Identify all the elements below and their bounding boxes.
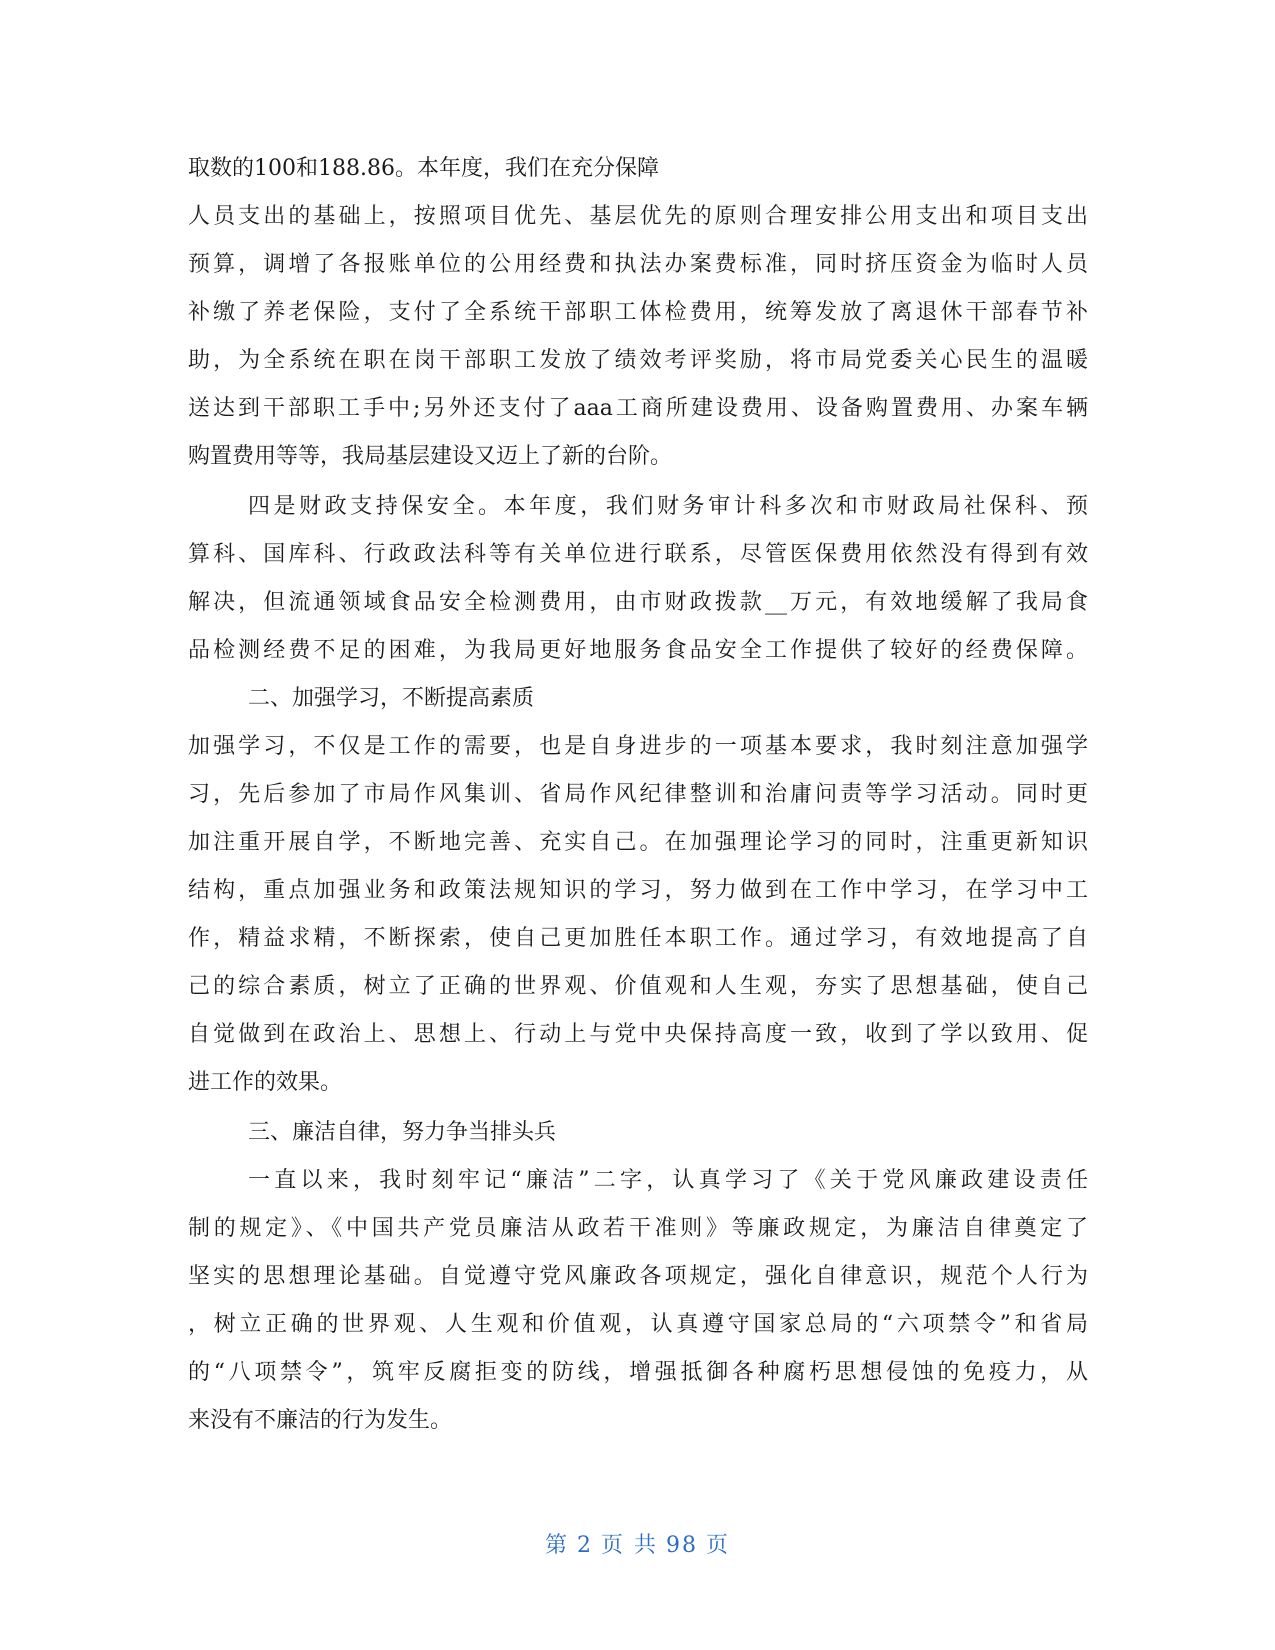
text-line: 品检测经费不足的困难，为我局更好地服务食品安全工作提供了较好的经费保障。 bbox=[188, 638, 1088, 663]
paragraph-start-line: 四是财政支持保安全。本年度，我们财务审计科多次和市财政局社保科、预 bbox=[248, 494, 1088, 519]
text-line: 预算，调增了各报账单位的公用经费和执法办案费标准，同时挤压资金为临时人员 bbox=[188, 252, 1088, 277]
text-line: 加注重开展自学，不断地完善、充实自己。在加强理论学习的同时，注重更新知识 bbox=[188, 830, 1088, 855]
section-heading-3: 三、廉洁自律，努力争当排头兵 bbox=[248, 1120, 557, 1145]
text-line: ，树立正确的世界观、人生观和价值观，认真遵守国家总局的“六项禁令”和省局 bbox=[188, 1312, 1088, 1337]
section-heading-2: 二、加强学习，不断提高素质 bbox=[248, 686, 535, 711]
text-line: 人员支出的基础上，按照项目优先、基层优先的原则合理安排公用支出和项目支出 bbox=[188, 204, 1088, 229]
document-body bbox=[188, 145, 1088, 1445]
footer-prefix: 第 bbox=[544, 1533, 569, 1558]
text-line: 来没有不廉洁的行为发生。 bbox=[188, 1408, 453, 1433]
text-line: 进工作的效果。 bbox=[188, 1070, 343, 1095]
text-line: 己的综合素质，树立了正确的世界观、价值观和人生观，夯实了思想基础，使自己 bbox=[188, 974, 1088, 999]
text-line: 助，为全系统在职在岗干部职工发放了绩效考评奖励，将市局党委关心民生的温暖 bbox=[188, 348, 1088, 373]
text-line: 算科、国库科、行政政法科等有关单位进行联系，尽管医保费用依然没有得到有效 bbox=[188, 542, 1088, 567]
footer-page-number: 2 bbox=[577, 1533, 593, 1558]
text-line: 取数的100和188.86。本年度，我们在充分保障 bbox=[188, 156, 659, 181]
text-line: 解决，但流通领域食品安全检测费用，由市财政拨款__万元，有效地缓解了我局食 bbox=[188, 590, 1088, 615]
page-footer bbox=[0, 1528, 1275, 1559]
text-line: 的“八项禁令”，筑牢反腐拒变的防线，增强抵御各种腐朽思想侵蚀的免疫力，从 bbox=[188, 1360, 1088, 1385]
text-line: 作，精益求精，不断探索，使自己更加胜任本职工作。通过学习，有效地提高了自 bbox=[188, 926, 1088, 951]
text-line: 习，先后参加了市局作风集训、省局作风纪律整训和治庸问责等学习活动。同时更 bbox=[188, 782, 1088, 807]
footer-total-pages: 98 bbox=[666, 1533, 698, 1558]
text-line: 送达到干部职工手中;另外还支付了aaa工商所建设费用、设备购置费用、办案车辆 bbox=[188, 396, 1088, 421]
paragraph-start-line: 一直以来，我时刻牢记“廉洁”二字，认真学习了《关于党风廉政建设责任 bbox=[248, 1168, 1088, 1193]
text-line: 购置费用等等，我局基层建设又迈上了新的台阶。 bbox=[188, 444, 673, 469]
text-line: 加强学习，不仅是工作的需要，也是自身进步的一项基本要求，我时刻注意加强学 bbox=[188, 734, 1088, 759]
text-line: 自觉做到在政治上、思想上、行动上与党中央保持高度一致，收到了学以致用、促 bbox=[188, 1022, 1088, 1047]
footer-middle: 页 共 bbox=[601, 1533, 658, 1558]
text-line: 结构，重点加强业务和政策法规知识的学习，努力做到在工作中学习，在学习中工 bbox=[188, 878, 1088, 903]
text-line: 坚实的思想理论基础。自觉遵守党风廉政各项规定，强化自律意识，规范个人行为 bbox=[188, 1264, 1088, 1289]
text-line: 补缴了养老保险，支付了全系统干部职工体检费用，统筹发放了离退休干部春节补 bbox=[188, 300, 1088, 325]
footer-suffix: 页 bbox=[706, 1533, 731, 1558]
text-line: 制的规定》、《中国共产党员廉洁从政若干准则》等廉政规定，为廉洁自律奠定了 bbox=[188, 1216, 1088, 1241]
